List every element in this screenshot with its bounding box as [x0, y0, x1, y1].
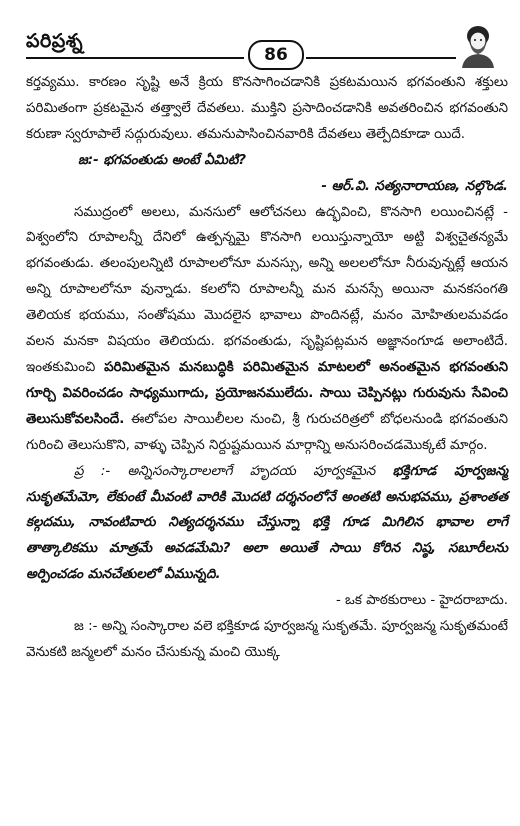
running-title: పరిప్రశ్న: [26, 30, 84, 52]
question-emphasis: భక్తిగూడ పూర్వజన్మ సుకృతమేమో, లేకుంటే మీవంటి వారికి మొదటి దర్శనంలోనే అంతటి అనుభవము, ప్రశాంతత కల్గదము, నావంటివారు నిత్యదర్శనము చేస్తున్నా భక్తి గూడ మిగిలిన భావాల లాగే తాత్కాలికము మాత్రమే అవడమేమి? అలా అయితే సాయి కోరిన నిష్ఠ, సబూరీలను అర్పించడం మనచేతులలో ఏమున్నది.: [26, 463, 508, 583]
answer-text-end: ఈలోపల సాయిలీలల నుంచి, శ్రీ గురుచరిత్రలో బోధలనుండి భగవంతుని గురించి తెలుసుకొని, వాళ్ళు చెప్పిన నిర్దుష్టమయిన మార్గాన్ని అనుసరించడమొక్కటే మార్గం.: [26, 411, 508, 453]
header-rule-left: [26, 57, 244, 59]
answer-emphasis: పరిమితమైన మనబుద్ధికి పరిమితమైన మాటలలో అనంతమైన భగవంతుని గూర్చి వివరించడం సాధ్యముగాదు, ప్రయోజనములేదు. సాయి చెప్పినట్లు గురువును సేవించి తెలుసుకోవలసిందే.: [26, 359, 508, 427]
answer-paragraph: [26, 200, 508, 459]
page-header: [26, 28, 494, 68]
question-byline: - ఆర్.వి. సత్యనారాయణ, నల్గొండ.: [321, 178, 508, 194]
header-rule-right: [306, 57, 456, 59]
answer-text: సముద్రంలో అలలు, మనసులో ఆలోచనలు ఉద్భవించి, కొనసాగి లయించినట్లే - విశ్వంలోని రూపాలన్నీ దేనిలో ఉత్పన్నమై కొనసాగి లయిస్తున్నాయో అట్టి విశ్వచైతన్యమే భగవంతుడు. తలంపులన్నిటి రూపాలలోనూ మనస్సు, అన్ని అలలలోనూ నీరువున్నట్లే ఆయన అన్ని రూపాలలోనూ వున్నాడు. కలలోని రూపాలన్నీ మన మనస్సే అయినా మనకసంగతి తెలియక భయము, సంతోషము మొదలైన భావాలు పొందినట్లే, మనం మోహితులమవడం వలన మనకా విషయం తెలియదు. భగవంతుడు, సృష్టిపట్లమన అజ్ఞానంగూడ అలాంటిదే. ఇంతకుమించి: [26, 204, 508, 375]
question-byline-2: - ఒక పాఠకురాలు - హైదరాబాదు.: [335, 593, 508, 609]
page-number: 86: [248, 40, 304, 70]
question-heading: జ:- భగవంతుడు అంటే ఏమిటి?: [78, 152, 247, 168]
page-body: [26, 70, 508, 666]
question-paragraph: [26, 459, 508, 589]
answer-paragraph-2: జ :- అన్ని సంస్కారాల వలె భక్తికూడ పూర్వజన్మ సుకృతమే. పూర్వజన్మ సుకృతమంటే వెనుకటి జన్మలలో మనం చేసుకున్న మంచి యొక్క: [26, 619, 508, 660]
question-text: ప్ర :- అన్నిసంస్కారాలలాగే హృదయ పూర్వకమైన: [74, 463, 393, 479]
guru-portrait-icon: [458, 22, 498, 68]
paragraph-continued: కర్తవ్యము. కారణం సృష్టి అనే క్రియ కొనసాగించడానికి ప్రకటమయిన భగవంతుని శక్తులు పరిమితంగా ప్రకటమైన తత్త్వాలే దేవతలు. ముక్తిని ప్రసాదించడానికి అవతరించిన భగవంతుని కరుణా స్వరూపాలే సద్గురువులు. తమనుపాసించినవారికి దేవతలు తెల్పేదికూడా యిదే.: [26, 75, 508, 142]
